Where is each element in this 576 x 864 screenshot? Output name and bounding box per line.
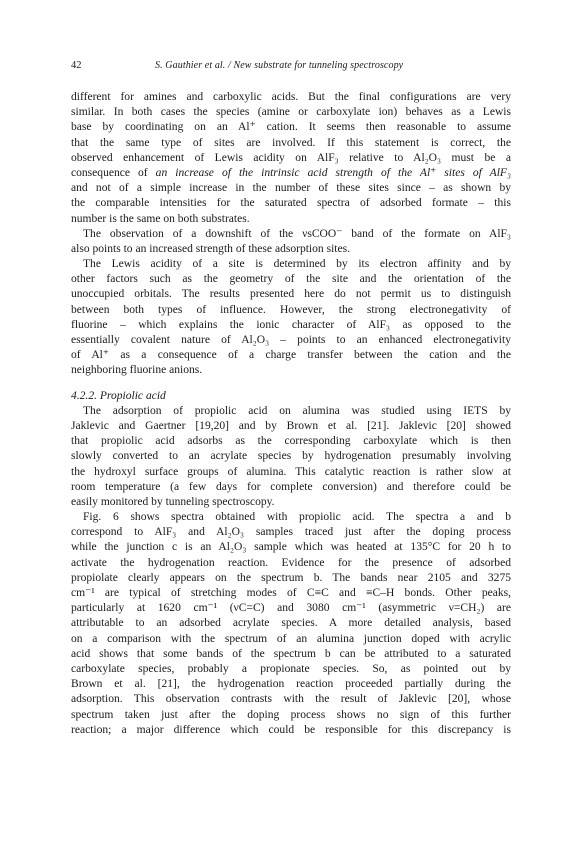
text-line: other factors such as the geometry of the site and the orientation of the [71, 273, 511, 286]
text-line: room temperature (a few days for complete conversion) and therefore could be [71, 480, 511, 493]
text-line: Brown et al. [21], the hydrogenation reaction proceeded partially during the [71, 678, 511, 691]
text-line: easily monitored by tunneling spectroscopy. [71, 495, 275, 508]
text-line: between both types of influence. However, the strong electronegativity of [71, 303, 511, 316]
text-line: attributable to an adsorbed acrylate species. A more detailed analysis, based [71, 617, 511, 630]
text-line: number is the same on both substrates. [71, 212, 250, 225]
text-line: propiolate clearly appears on the spectrum b. The bands near 2105 and 3275 [71, 571, 511, 584]
text-line: Fig. 6 shows spectra obtained with propiolic acid. The spectra a and b [83, 511, 511, 524]
text-line: fluorine – which explains the ionic character of AlF₃ as opposed to the [71, 318, 511, 331]
text-line: the comparable intensities for the saturated spectra of adsorbed formate – this [71, 197, 511, 210]
text-line: Jaklevic and Gaertner [19,20] and by Brown et al. [21]. Jaklevic [20] showed [71, 419, 511, 432]
section-heading: 4.2.2. Propiolic acid [71, 389, 166, 402]
text-line: different for amines and carboxylic acids. But the final configurations are very [71, 91, 511, 103]
paragraph-3 [71, 257, 511, 379]
text-line: neighboring fluorine anions. [71, 364, 203, 377]
text-line: slowly converted to an acrylate species by hydrogenation presumably involving [71, 450, 511, 463]
text-line: also points to an increased strength of these adsorption sites. [71, 242, 350, 255]
paragraph-4 [71, 404, 511, 510]
text-line: activate the hydrogenation reaction. Evidence for the presence of adsorbed [71, 556, 511, 569]
text-line: acid shows that some bands of the spectrum b can be attributed to a saturated [71, 647, 511, 660]
text-line: reaction; a major difference which could be responsible for this discrepancy is [71, 723, 511, 736]
text-line: of Al⁺ as a consequence of a charge transfer between the cation and the [71, 349, 511, 362]
text-line: that the same type of sites are involved. If this statement is correct, the [71, 136, 511, 149]
body-text [71, 90, 511, 738]
paragraph-5 [71, 510, 511, 738]
text-line: carboxylate species, probably a propionate species. So, as pointed out by [71, 662, 511, 675]
page-number: 42 [71, 60, 82, 71]
text-line: essentially covalent nature of Al₂O₃ – points to an enhanced electronegativity [71, 334, 511, 346]
text-line: spectrum taken just after the doping process shows no sign of this further [71, 708, 511, 721]
text-line: The observation of a downshift of the νsCOO⁻ band of the formate on AlF₃ [83, 227, 511, 240]
text-line: the hydroxyl surface groups of alumina. This catalytic reaction is rather slow at [71, 465, 511, 478]
text-line: adsorption. This observation contrasts with the result of Jaklevic [20], whose [71, 693, 511, 706]
text-line: while the junction c is an Al₂O₃ sample which was heated at 135°C for 20 h to [71, 541, 511, 554]
text-line: and not of a simple increase in the number of these sites since – as shown by [71, 182, 511, 195]
running-title: S. Gauthier et al. / New substrate for tunneling spectroscopy [155, 60, 404, 71]
paragraph-1 [71, 90, 511, 227]
text-line: correspond to AlF₃ and Al₂O₃ samples traced just after the doping process [71, 526, 511, 539]
text-line: unoccupied orbitals. The results presented here do not permit us to distinguish [71, 288, 511, 301]
text-line: particularly at 1620 cm⁻¹ (νC=C) and 3080 cm⁻¹ (asymmetric ν=CH₂) are [71, 602, 511, 615]
page-header [71, 60, 511, 74]
text-line: The adsorption of propiolic acid on alumina was studied using IETS by [83, 404, 511, 417]
text-line: observed enhancement of Lewis acidity on AlF₃ relative to Al₂O₃ must be a [71, 151, 511, 164]
text-line: similar. In both cases the species (amine or carboxylate ion) behaves as a Lewis [71, 106, 511, 119]
text-line: cm⁻¹ are typical of stretching modes of C≡C and ≡C–H bonds. Other peaks, [71, 587, 511, 599]
paragraph-2 [71, 227, 511, 257]
text-line: that propiolic acid adsorbs as the corresponding carboxylate which is then [71, 435, 511, 448]
text-line: The Lewis acidity of a site is determined by its electron affinity and by [83, 258, 511, 271]
text-line-emphasis [71, 166, 511, 181]
text-line: base by coordinating on an Al⁺ cation. It seems then reasonable to assume [71, 121, 511, 134]
text-line: on a comparison with the spectrum of an alumina junction doped with acrylic [71, 632, 511, 645]
text-line: consequence of an increase of the intrinsic acid strength of the Al⁺ sites of AlF₃ [71, 166, 511, 179]
